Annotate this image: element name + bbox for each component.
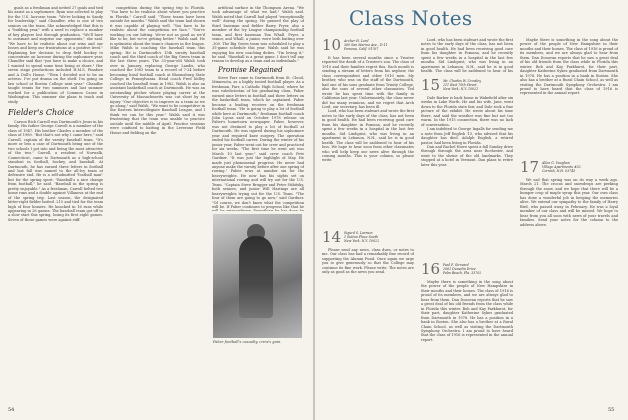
correspondent-address: New York, N.Y. 10022 [344, 239, 380, 243]
page-gutter [313, 0, 315, 420]
class-note-text: Maybe there is something in the song about the power of the people of New Hampshire in their mouths and their homes. The class of 1916 is proud of its members, and we are always glad to hear from them. Dan Donovan reports that he saw a great deal of his old friends from the class while in Florida this winter. Bob and Kay Parkhurst, for their part, daughter Katherine Sykes graduated from Dartmouth in 1978. He has a position in a bank in Boston. She also has a brother at a Rural Chain School, as well as visiting the Dartmouth Symphony Orchestra. I am proud to have heard that the class of 1916 is represented in the annual report. [421, 280, 513, 342]
class-note-text: I am indebted to George Ingalls for sending me a note from Jeff English '15, who advised that his daughter has died. Adolph English, a retired pastor, had been living in Florida. [421, 127, 513, 145]
right-column-2-text [421, 96, 513, 256]
class-note-text: Please send any news, class dues, or notes to me. Our class has had a remarkably fine record of supporting the Alumni Fund. Once again we urge you to give generously so that the College may continue its fine work. Please write. The notes are only as good as the news you send. [322, 248, 414, 275]
right-column-1-text-bottom [322, 248, 414, 404]
correspondent-address: 1 Sutton Place South [344, 235, 379, 239]
class-year: 10 [322, 36, 342, 54]
class-note-text: We sad that spring was on its way a week ago. March 21. The crocus and snowdrops are peeking through the snow, and we hope that there will be a bumper crop of maple syrup this year. Our own class has done a wonderful job in keeping the memories alive. We extend our sympathy to the family of Harry Bird, who passed away in February. He was a loyal member of our class and will be missed. We hope to hear from you all soon with news of your travels and families. Send your notes for the column to the address above. [520, 178, 618, 227]
class-note-text: Lord, who has been stalwart and wrote the first notes to the early days of the class, has not been in good health. He had been receiving good care from his daughter in Pomona, and he recently spent a few weeks in a hospital in the last few months. Sid Lindquist, who was living in an apartment in Lebanon, N.H., said he is in good health. The class will be saddened to hear of his [421, 38, 513, 74]
correspondent-name: Paul F. Girsvard [443, 263, 469, 267]
class-header-1916 [421, 262, 513, 276]
article-text: competition during the spring trip to Florida. "You have to be realistic about where you practice in Florida," Carroll said. "Those teams have been outside for months." Walsh said the team had shown it was capable of playing well. "You have to be realistic about the competition we face." "You're working on our hitting. We're not as good as we'd like to be, but we're getting better." Walsh said. He is optimistic about the team's chances in the league. Mike Walsh is coaching the baseball team this spring. He is Dartmouth's 15th varsity baseball coach and the third coach of the Big Green team in the last three years. The 33-year-old Walsh took over in January, replacing George Landis, who coached the 1983 team to a record of 7-24 before becoming head football coach at Bloomsburg State College in Pennsylvania. Head coach Fred Kelley coached the baseball team in 1982. Walsh is also an assistant basketball coach at Dartmouth. He was an outstanding pitcher whose playing career at the University of Massachusetts was cut short by an injury. "Our objective is to improve as a team as we go along," said Walsh. "We want to be competitive in the Eastern Intercollegiate Baseball League, and I think we can be this year." Walsh said it was frustrating that the team was unable to practice outside until the middle of April. Practice sessions were confined to batting in the Leverone Field House and fielding on the [110, 6, 205, 135]
right-column-3-top [520, 38, 618, 156]
crew-photo [213, 214, 302, 338]
section-heading-promise-regained: Promise Regained [218, 65, 283, 74]
class-note-text: Lord, who has been stalwart and wrote the first notes to the early days of the class, has not been in good health. He had been receiving good care from his daughter in Pomona, and he recently spent a few weeks in a hospital in the last few months. Sid Lindquist, who was living in an apartment in Lebanon, N.H., said he is in good health. The class will be saddened to hear of his loss. We hope to hear soon from other classmates who will help keep our news alive through the coming months. This is your column, so please write. [322, 109, 414, 163]
correspondent-name: Allen G. Vaughan [542, 161, 570, 165]
photo-caption: Faber football's casualty, crew's gain. [213, 340, 282, 344]
correspondent-address: Village Apartments #52 [542, 165, 581, 169]
class-year: 16 [421, 260, 441, 278]
correspondent-name: Sigurd S. Larmon [344, 231, 373, 235]
article-text: artificial surface in the Thompson Arena. "We took advantage of what we had," Walsh said. Walsh noted that Carroll had played "exceptionally well" during the spring. He praised the play of third baseman and fielder Barry Fryer, also a member of the Ivy League championship football team, and first baseman Tim Whall. Fryer, a senior, and Whall, a junior, were both batting over .300. The Big Green team was scheduled to play a 35-game schedule this year. Walsh said he was enjoying his new coaching duties. "I'm loving it," he said. "Baseball is a great game. I don't tell any reason to develop as a team and as individuals." [212, 6, 304, 64]
correspondent-name: Mr. Charles W. Crowley [443, 79, 481, 83]
correspondent-address: 360 San Marino Ave., D-11 [344, 43, 388, 47]
class-year: 14 [322, 228, 342, 246]
right-column-3-text [520, 178, 618, 404]
article-text: goals as a freshman and netted 27 goals and tied his assist as a sophomore. Ryan was selected to play for the U.S. lacrosse team. "We're looking to Sandy for leadership," said Chandler, who is one of two seniors on the team. She acknowledged that this is a "building year," with a need to replace a number of key players lost through graduation. "We'll have to outsmart and surprise our opponents," she said. "We have to be realistic about our wins and our losses and keep our frustrations at a positive level." Explaining her decision to drop field hockey to concentrate on lacrosse during the sophomore year, Chandler said that "you have to make a choice, and I wanted to spend some time being at shore." Her seven stage productions included H.M.S. Pinafore and A Doll's House. "Then I decided not to be an actress. I've put drama on the shelf. I'm going on law school at Boston College next year." Chandler taught tennis for two summers and last summer worked for a publication of Common Cause in Washington. This summer she plans to teach and study. [8, 6, 103, 104]
article-text: Steve Farr came to Dartmouth from St. Cloud, Minnesota, as a highly touted football player. As a freshman, Farr, a Catholic High School, where he was valedictorian of his graduating class, Faber earned nine letters in football and three letters on the basketball team, which he captained. Faber became a leading receiver on the freshman football team. "He is going to play a lot of football while here at Dartmouth," freshman football coach John Lyons said on October 1978 release on Faber's hometown newspaper. Faber, however, was not destined to play a lot of football at Dartmouth. He was injured during his sophomore year and required knee surgery. The operation ended his football career. During the winter of his junior year, Faber went out for crew and practiced for six weeks. "The first time he went out was March 10 last year," said crew coach Pete Gardner. "It was just the highlight of May. He made just phenomenal progress. He never had anyone make the varsity before after one spring of rowing." Faber rows at number six for the heavyweights. He now has his sights set on international rowing and will try out for the U.S. Team. "Captain Steve Brugger and Peter Stibitsky, both seniors, and junior Will Hastings are all heavyweights trying out for the U.S. Team. "The four of them are going to go now," said Gardner. "Of course, we don't know what the competition will be. If Faber continues to progress like that he [212, 75, 304, 210]
left-column-3 [212, 6, 304, 211]
section-heading-fielders-choice: Fielder's Choice [8, 107, 74, 117]
class-header-1910 [322, 38, 414, 52]
correspondent-address: 211 East 70th Street [443, 83, 477, 87]
correspondent-name: Archer H. Lord [344, 39, 369, 43]
correspondent-address: 2061 Dunedin Drive [443, 267, 476, 271]
correspondent-address: Pomona, Calif. 91767 [344, 47, 379, 51]
left-column-1 [8, 6, 103, 404]
page-number-right: 55 [608, 407, 615, 413]
class-notes-title: Class Notes [349, 6, 473, 30]
right-column-2-text-bottom [421, 280, 513, 404]
right-column-2-top [421, 38, 513, 74]
correspondent-address: Palm Beach, Fla. 33702 [443, 271, 482, 275]
article-text: Carson Rich Carroll was Dartmouth's Jesus in his family. His father George Carroll is a member of the class of 1947. His brother Charles a member of the class of 1980. "But that's not why I came here," said Carroll, captain of the varsity baseball team. "It's more or less a case of Dartmouth being one of the two schools I got into and being the most attractive of the two." Carroll, a resident of Norwalk, Connecticut, came to Dartmouth as a high-school standout in football, hockey, and baseball. At Dartmouth, he has earned three letters in football and last fall was named to the all-Ivy team at defensive end. He is a self-admitted "football man" but for the spring sport. "Baseball's a nice change from football," he said. "Baseball in the spring is pretty enjoyable." As a freshman, Carroll belted two home runs and a double against Villanova at the end of the spring trip. Last season, the designated hitter-right fielder batted .215 and tied for the team high of four homers. He knocked in 16 runs while appearing in 28 games. The baseball team got off to a slow start this spring, losing its first eight games. Seven of those games were against stiff [8, 119, 103, 222]
class-header-1914 [322, 230, 414, 244]
page-number-left: 54 [8, 407, 15, 413]
correspondent-address: Cornish, N.H. 03745 [542, 169, 576, 173]
class-year: 15 [421, 76, 441, 94]
left-column-2 [110, 6, 205, 404]
class-note-text: Dan and Rachel Howe spent a fall Sunday drive through through the area near Rochester, and went to the shrine of the old landmarks. They stopped at a hotel in Vermont. Dan plans to retire later this year. [421, 144, 513, 167]
right-column-1-text [322, 56, 414, 226]
class-note-text: It has been several months since a Trustee reported the death of a Trustee's son. The class of 1910 and their families regret this. Each month is sending a stream of letters from his nephew, the class correspondent and other 1910 men. My brother, who was on the staff of the Dartmouth, had one of his sons graduate from Trinity College, also the sons of several other classmates. Ted wrote he has spent time with the family in California last year. Unfortunately, the class never did too many reunions, and we regret that Arch Lord, our secretary, has been ill. [322, 56, 414, 109]
class-note-text: Maybe there is something in the song about the power of the people of New Hampshire in their mouths and their homes. The class of 1916 is proud of its members, and we are always glad to hear from them. Dan Donovan reports that he saw a great deal of his old friends from the class while in Florida this winter. Bob and Kay Parkhurst, for their part, daughter Katherine Sykes graduated from Dartmouth in 1978. He has a position in a bank in Boston. She also has a brother at a Rural Chain School, as well as visiting the Dartmouth Symphony Orchestra. I am proud to have heard that the class of 1916 is represented in the annual report. [520, 38, 618, 96]
class-header-1917 [520, 160, 618, 174]
correspondent-address: New York, N.Y. 10021 [443, 87, 479, 91]
class-header-1915 [421, 78, 513, 92]
photo-figure-body [239, 236, 273, 318]
class-year: 17 [520, 158, 540, 176]
class-note-text: Dale Barker is back home in Wakefield after six weeks in Lake Worth. He and his wife, Jane, went down to the Florida state fair, and Dale took a fine picture of the exhibit. He wrote about his time there, and said the weather was fine but not too warm. In the 1915 connection, there was no lack of conversation. [421, 96, 513, 127]
